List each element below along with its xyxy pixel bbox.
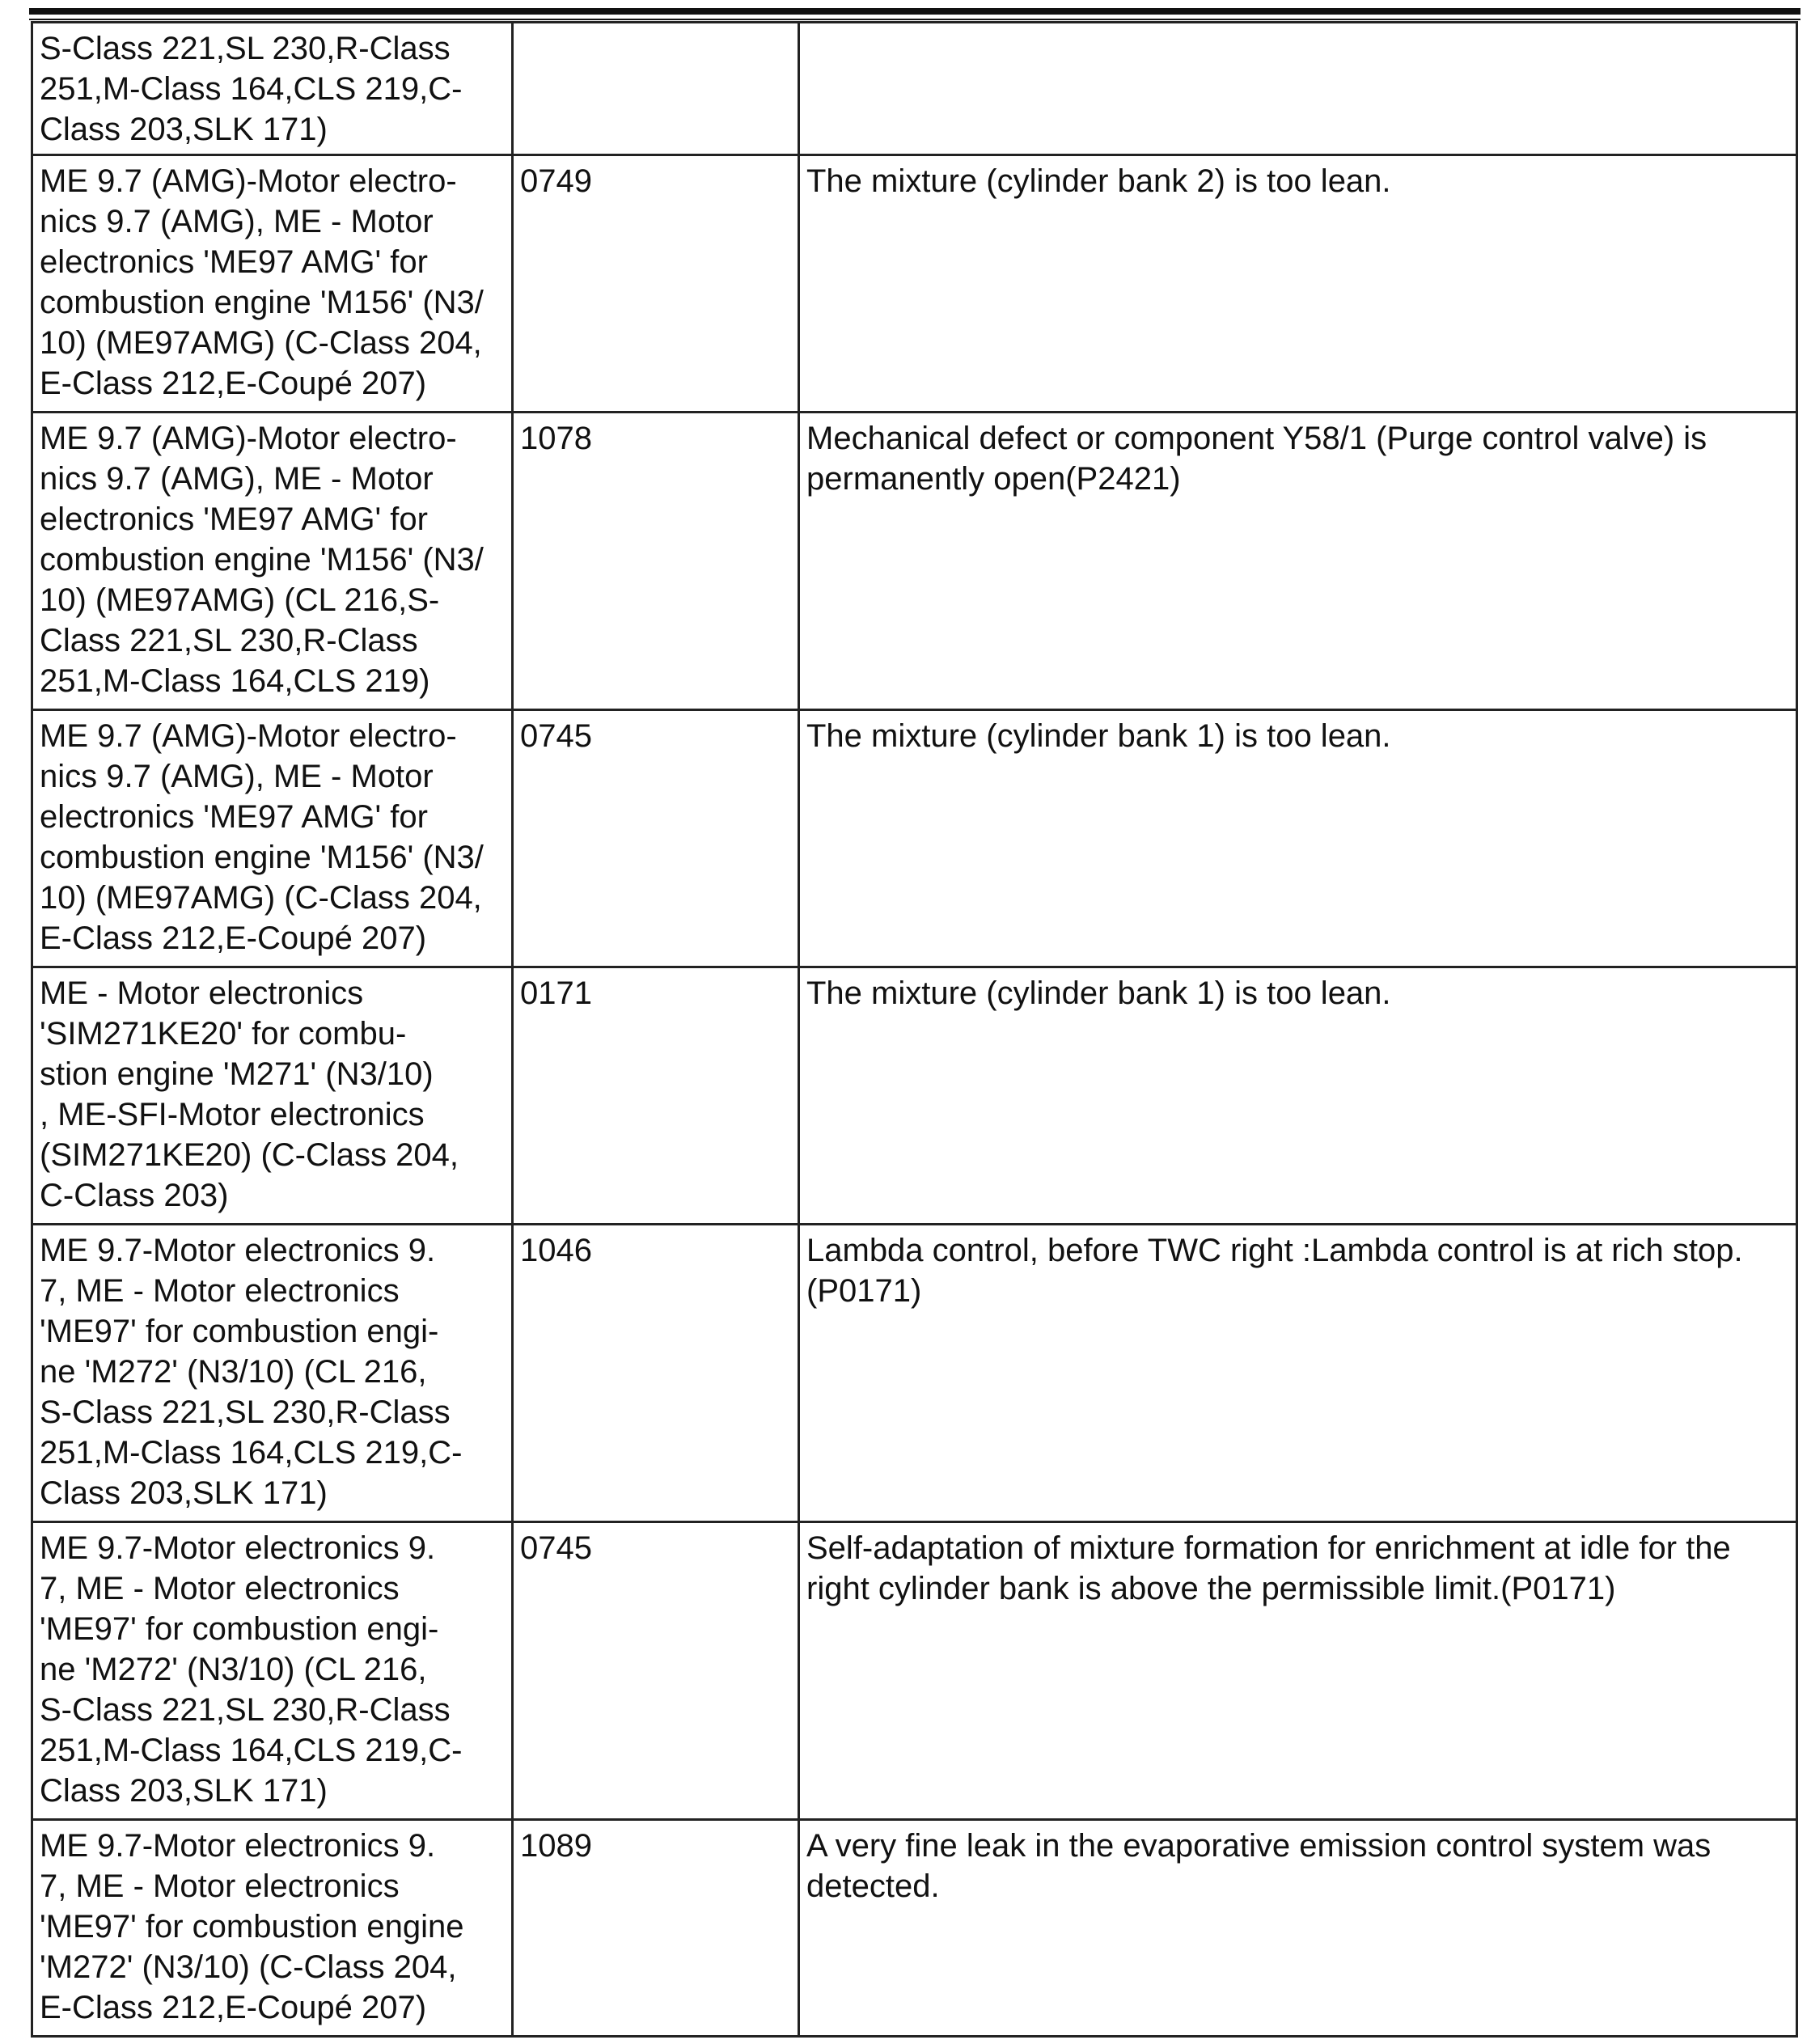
ecu-cell: ME 9.7-Motor electronics 9. 7, ME - Motor electronics 'ME97' for combustion engi- ne 'M272' (N3/10) (CL 216, S-Class 221,SL 230,R-Class 251,M-Class 164,CLS 219,C- Class 203,SLK 171) <box>32 1522 513 1820</box>
description-cell <box>799 23 1797 155</box>
ecu-cell: ME 9.7 (AMG)-Motor electro- nics 9.7 (AMG), ME - Motor electronics 'ME97 AMG' for combustion engine 'M156' (N3/ 10) (ME97AMG) (C-Class 204, E-Class 212,E-Coupé 207) <box>32 710 513 967</box>
description-cell: Lambda control, before TWC right :Lambda control is at rich stop.(P0171) <box>799 1225 1797 1522</box>
ecu-cell: ME - Motor electronics 'SIM271KE20' for combu- stion engine 'M271' (N3/10) , ME-SFI-Motor electronics (SIM271KE20) (C-Class 204, C-Class 203) <box>32 967 513 1225</box>
table-row <box>32 23 1797 155</box>
table-row <box>32 155 1797 413</box>
ecu-cell: ME 9.7-Motor electronics 9. 7, ME - Motor electronics 'ME97' for combustion engine 'M272' (N3/10) (C-Class 204, E-Class 212,E-Coupé 207) <box>32 1820 513 2037</box>
description-cell: The mixture (cylinder bank 1) is too lean. <box>799 967 1797 1225</box>
ecu-cell: S-Class 221,SL 230,R-Class 251,M-Class 164,CLS 219,C- Class 203,SLK 171) <box>32 23 513 155</box>
table-row <box>32 1225 1797 1522</box>
description-cell: The mixture (cylinder bank 1) is too lean. <box>799 710 1797 967</box>
code-cell: 0745 <box>513 710 799 967</box>
top-rule <box>29 8 1800 15</box>
code-cell: 1078 <box>513 413 799 710</box>
description-cell: The mixture (cylinder bank 2) is too lean. <box>799 155 1797 413</box>
table-row <box>32 1522 1797 1820</box>
table-row <box>32 967 1797 1225</box>
description-cell: Mechanical defect or component Y58/1 (Purge control valve) is permanently open(P2421) <box>799 413 1797 710</box>
code-cell: 0749 <box>513 155 799 413</box>
fault-code-table <box>31 21 1798 2038</box>
code-cell <box>513 23 799 155</box>
code-cell: 1089 <box>513 1820 799 2037</box>
table-row <box>32 413 1797 710</box>
code-cell: 1046 <box>513 1225 799 1522</box>
ecu-cell: ME 9.7 (AMG)-Motor electro- nics 9.7 (AMG), ME - Motor electronics 'ME97 AMG' for combustion engine 'M156' (N3/ 10) (ME97AMG) (C-Class 204, E-Class 212,E-Coupé 207) <box>32 155 513 413</box>
ecu-cell: ME 9.7-Motor electronics 9. 7, ME - Motor electronics 'ME97' for combustion engi- ne 'M272' (N3/10) (CL 216, S-Class 221,SL 230,R-Class 251,M-Class 164,CLS 219,C- Class 203,SLK 171) <box>32 1225 513 1522</box>
ecu-cell: ME 9.7 (AMG)-Motor electro- nics 9.7 (AMG), ME - Motor electronics 'ME97 AMG' for combustion engine 'M156' (N3/ 10) (ME97AMG) (CL 216,S- Class 221,SL 230,R-Class 251,M-Class 164,CLS 219) <box>32 413 513 710</box>
code-cell: 0171 <box>513 967 799 1225</box>
description-cell: A very fine leak in the evaporative emission control system was detected. <box>799 1820 1797 2037</box>
table-row <box>32 710 1797 967</box>
code-cell: 0745 <box>513 1522 799 1820</box>
table-row <box>32 1820 1797 2037</box>
description-cell: Self-adaptation of mixture formation for enrichment at idle for the right cylinder bank is above the permissible limit.(P0171) <box>799 1522 1797 1820</box>
top-rule-thin <box>29 19 1800 20</box>
